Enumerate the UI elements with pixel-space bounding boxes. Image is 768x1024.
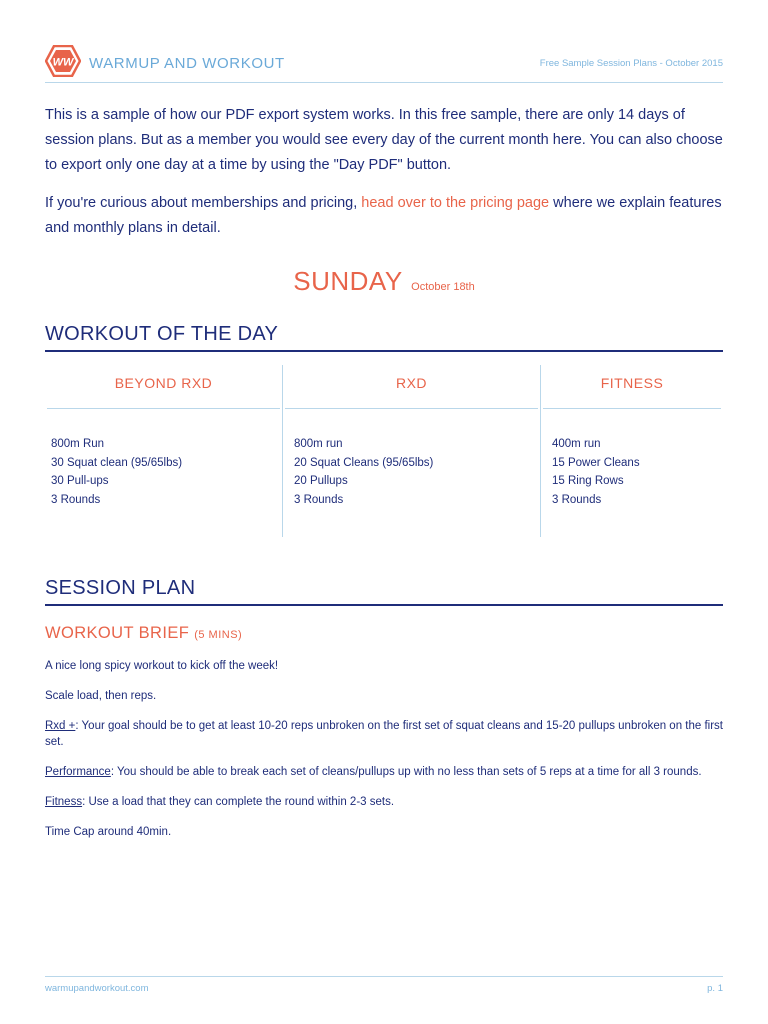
wod-line: 30 Squat clean (95/65lbs) <box>51 456 183 469</box>
wod-line: 15 Power Cleans <box>552 456 640 469</box>
wod-column-beyond-rxd <box>45 365 283 537</box>
fitness-label: Fitness <box>45 796 83 808</box>
wod-line: 800m run <box>294 438 343 450</box>
plan-paragraph: Scale load, then reps. <box>45 690 157 702</box>
wod-line: 15 Ring Rows <box>552 475 624 487</box>
day-heading <box>0 266 768 297</box>
wod-line: 20 Pullups <box>294 475 348 487</box>
column-heading: RXD <box>285 365 538 409</box>
intro-p2-after: where we explain features and monthly plans in detail. <box>45 195 722 236</box>
wod-line: 800m Run <box>51 438 105 450</box>
day-date: October 18th <box>411 281 475 293</box>
plan-paragraph: A nice long spicy workout to kick off the week! <box>45 660 279 672</box>
intro-paragraph-1: This is a sample of how our PDF export system works. In this free sample, there are only 14 days of session plans. But as a member you would see every day of the current month here. You can also choose to export only one day at a time by using the "Day PDF" button. <box>45 107 723 173</box>
column-body <box>45 409 282 509</box>
intro-text <box>45 103 725 254</box>
wod-line: 3 Rounds <box>294 493 344 506</box>
wod-line: 30 Pull-ups <box>51 475 109 487</box>
logo-text: WW <box>52 56 74 69</box>
column-heading: FITNESS <box>543 365 721 409</box>
intro-paragraph-2 <box>45 191 725 241</box>
intro-p2-before: If you're curious about memberships and pricing, <box>45 195 362 211</box>
pricing-page-link[interactable]: head over to the pricing page <box>361 195 550 211</box>
performance-text: : You should be able to break each set of cleans/pullups up with no less than sets of 5 reps at a time for all 3 rounds. <box>110 766 702 778</box>
wod-line: 20 Squat Cleans (95/65lbs) <box>294 456 434 469</box>
wod-line: 3 Rounds <box>552 493 602 506</box>
session-plan-title: SESSION PLAN <box>45 577 723 606</box>
workout-brief-heading <box>45 624 242 643</box>
plan-paragraph-fitness <box>45 794 735 810</box>
session-plan-text <box>45 658 735 854</box>
brief-title: WORKOUT BRIEF <box>45 624 190 642</box>
wod-column-rxd <box>283 365 541 537</box>
fitness-text: : Use a load that they can complete the round within 2-3 sets. <box>82 796 395 808</box>
wod-column-fitness <box>541 365 723 537</box>
ww-hexagon-logo-icon <box>45 45 81 77</box>
brief-duration: (5 MINS) <box>194 629 243 641</box>
rxd-text: : Your goal should be to get at least 10-20 reps unbroken on the first set of squat cleans and 15-20 pullups unbroken on the first set. <box>45 720 724 748</box>
wod-line: 400m run <box>552 438 601 450</box>
wod-section-title: WORKOUT OF THE DAY <box>45 323 723 352</box>
rxd-label: Rxd + <box>45 720 76 732</box>
page-footer <box>45 976 723 998</box>
plan-paragraph-rxd <box>45 718 735 750</box>
wod-table <box>45 365 723 537</box>
brand-name: WARMUP AND WORKOUT <box>89 55 285 72</box>
plan-paragraph-performance <box>45 764 735 780</box>
day-name: SUNDAY <box>293 266 403 296</box>
column-body <box>283 409 540 509</box>
header-note: Free Sample Session Plans - October 2015 <box>539 58 723 69</box>
column-heading: BEYOND RXD <box>47 365 280 409</box>
performance-label: Performance <box>45 766 111 778</box>
wod-line: 3 Rounds <box>51 493 101 506</box>
page-header <box>45 45 723 83</box>
column-body <box>541 409 723 509</box>
plan-paragraph: Time Cap around 40min. <box>45 826 172 838</box>
footer-url[interactable]: warmupandworkout.com <box>45 983 149 994</box>
page-number: p. 1 <box>707 983 723 994</box>
